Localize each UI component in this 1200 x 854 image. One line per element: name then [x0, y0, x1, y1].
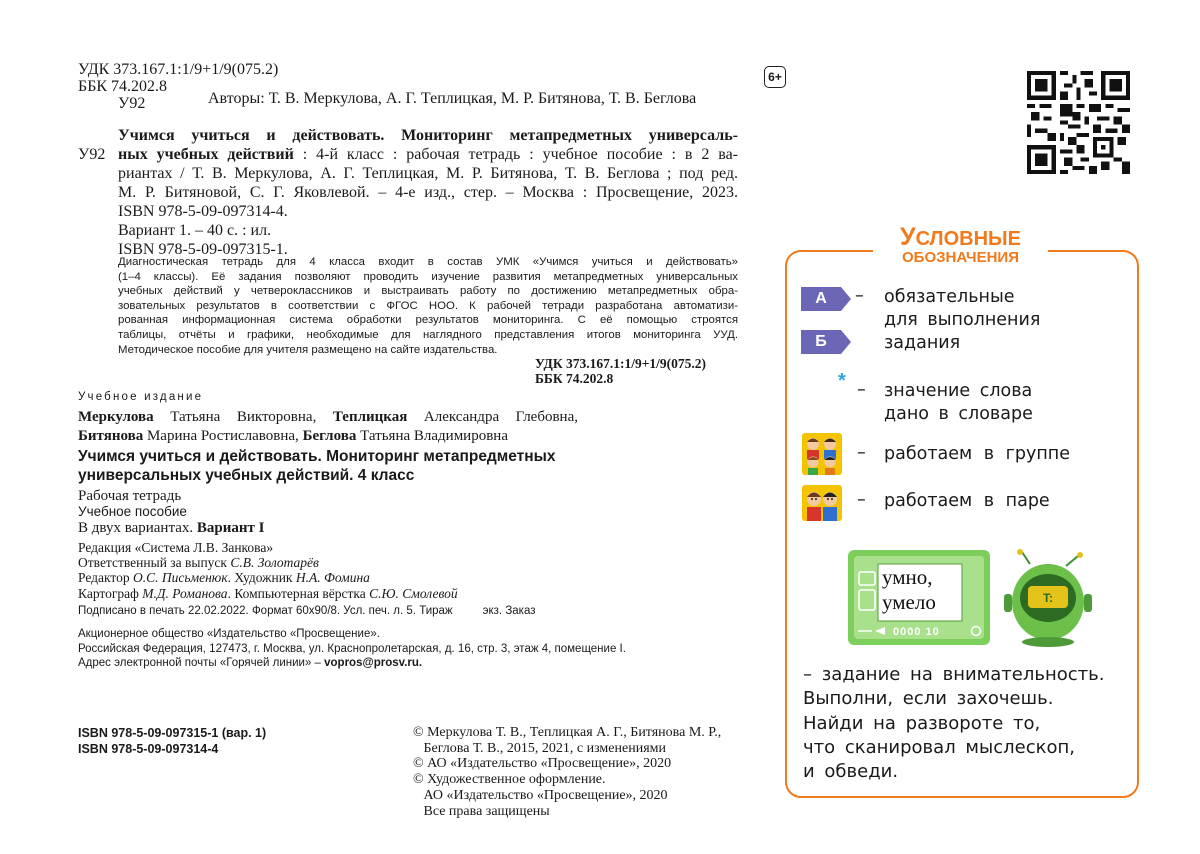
book-title: [78, 447, 555, 485]
legend-attention-line: – задание на внимательность.: [803, 664, 1105, 685]
annotation-line: (1–4 классы). Её задания позволяют проводить изучение развития метапредметных универсальных: [118, 270, 738, 283]
bbk-code: ББК 74.202.8: [78, 78, 168, 95]
editorial-office: Редакция «Система Л.В. Занкова»: [78, 540, 274, 555]
legend-title-word: ОБОЗНАЧЕНИЯ: [902, 249, 1019, 266]
staff-name: С.Ю. Смолевой: [369, 585, 458, 601]
biblio-line: ных учебных действий : 4-й класс : рабочая тетрадь : учебное пособие : в 2 ва-: [118, 146, 739, 163]
qr-code-icon[interactable]: [1027, 71, 1130, 174]
staff-role: Ответственный за выпуск: [78, 555, 231, 571]
book-title-line: Учимся учиться и действовать. Мониторинг метапредметных: [78, 448, 556, 465]
biblio-line: М. Р. Битяновой, С. Г. Яковлевой. – 4-е изд., стер. – Москва : Просвещение, 2023.: [118, 184, 738, 201]
mindscope-screen-text: [882, 565, 936, 615]
publication-type: [78, 488, 264, 536]
author-index-left: У92: [78, 146, 106, 163]
biblio-line: ISBN 978-5-09-097314-4.: [118, 203, 288, 220]
publisher-email-label: Адрес электронной почты «Горячей линии» –: [78, 657, 325, 669]
udk-code-right: УДК 373.167.1:1/9+1/9(075.2): [535, 356, 707, 371]
legend-group: работаем в группе: [884, 444, 1070, 464]
copyright-line: © АО «Издательство «Просвещение», 2020: [413, 756, 672, 772]
legend-mandatory-line: задания: [884, 333, 961, 353]
variant-b-label: Б: [815, 333, 827, 350]
variant-label: Вариант I: [196, 520, 265, 536]
author-given: Марина Ростиславовна,: [143, 428, 303, 444]
copyright-line: © Меркулова Т. В., Теплицкая А. Г., Битянова М. Р.,: [413, 725, 722, 740]
publisher-address: Российская Федерация, 127473, г. Москва, ул. Краснопролетарская, д. 16, стр. 3, этаж 4, помещение I.: [78, 642, 626, 655]
legend-pair: работаем в паре: [884, 491, 1050, 511]
author-given: Татьяна Викторовна,: [153, 409, 333, 425]
legend-title-initial: У: [900, 223, 916, 251]
isbn-line: ISBN 978-5-09-097314-4: [78, 742, 219, 756]
bbk-code-right: ББК 74.202.8: [535, 371, 614, 386]
age-rating-badge: 6+: [764, 66, 786, 88]
author-given: Татьяна Владимировна: [356, 428, 508, 444]
legend-attention-line: и обведи.: [803, 761, 899, 783]
isbn-line: ISBN 978-5-09-097315-1 (вар. 1): [78, 726, 267, 740]
staff-role: . Компьютерная вёрстка: [227, 585, 370, 601]
annotation-line: Диагностическая тетрадь для 4 класса входит в состав УМК «Учимся учиться и действовать»: [118, 256, 738, 268]
annotation-line: рованная информационная система обработки результатов мониторинга. С её помощью строятся: [118, 314, 738, 327]
annotation-line: таблицы, отчёты и графики, необходимые для наглядного представления итогов мониторинга УУД.: [118, 328, 738, 341]
legend-dash: –: [857, 443, 866, 463]
legend-dictionary-line: значение слова: [884, 381, 1033, 401]
legend-mandatory: [884, 286, 1040, 355]
variant-a-label: А: [815, 290, 827, 307]
staff-name: М.Д. Романова: [142, 585, 228, 601]
biblio-title-end: ных учебных действий: [118, 146, 294, 163]
biblio-line: Учимся учиться и действовать. Мониторинг метапредметных универсаль-: [118, 127, 738, 144]
legend-dash: –: [857, 490, 866, 510]
staff-role: Редактор: [78, 570, 133, 586]
group-work-icon: [802, 433, 842, 475]
svg-text:T:: T:: [1043, 591, 1053, 605]
catalog-codes-right: [535, 356, 706, 386]
manual-label: Учебное пособие: [78, 504, 187, 519]
print-signed-line: [78, 605, 535, 617]
print-order-text: экз. Заказ: [482, 605, 536, 617]
legend-dash: –: [855, 286, 864, 306]
legend-attention-line: Найди на развороте то,: [803, 712, 1041, 734]
authors-line: Авторы: Т. В. Меркулова, А. Г. Теплицкая, М. Р. Битянова, Т. В. Беглова: [208, 90, 697, 107]
legend-attention-line: Выполни, если захочешь.: [803, 688, 1054, 710]
copyright-line: Беглова Т. В., 2015, 2021, с изменениями: [413, 740, 666, 756]
annotation-line: Методическое пособие для учителя размещено на сайте издательства.: [118, 343, 498, 356]
biblio-line: ISBN 978-5-09-097315-1.: [118, 241, 288, 258]
copyright-line: Все права защищены: [413, 803, 550, 819]
author-surname: Теплицкая: [332, 409, 408, 425]
legend-dash: –: [857, 380, 866, 400]
legend-dictionary-line: дано в словаре: [884, 404, 1033, 424]
staff-name: О.С. Письменюк: [132, 570, 228, 586]
legend-attention-line: что сканировал мыслескоп,: [803, 736, 1075, 758]
publisher-email: vopros@prosv.ru.: [324, 657, 423, 669]
author-surname: Беглова: [302, 428, 357, 444]
print-signed-text: Подписано в печать 22.02.2022. Формат 60х90/8. Усл. печ. л. 5. Тираж: [78, 605, 453, 617]
udk-code: УДК 373.167.1:1/9+1/9(075.2): [78, 61, 279, 78]
legend-mandatory-line: обязательные: [884, 287, 1015, 307]
copyright-block: [413, 725, 721, 819]
staff-credits: [78, 540, 458, 601]
staff-name: Н.А. Фомина: [295, 570, 370, 586]
author-surname: Битянова: [78, 428, 144, 444]
legend-dictionary: [884, 380, 1033, 426]
author-surname: Меркулова: [78, 409, 154, 425]
variants-text: В двух вариантах.: [78, 520, 197, 536]
copyright-line: © Художественное оформление.: [413, 772, 606, 788]
legend-mandatory-line: для выполнения: [884, 310, 1041, 330]
annotation-line: зовательных результатов в соответствии с ФГОС НОО. К рабочей тетради разработана автоматизи-: [118, 299, 738, 312]
staff-role: Картограф: [78, 585, 143, 601]
legend-attention: [803, 663, 1104, 784]
staff-name: С.В. Золотарёв: [230, 555, 319, 571]
author-given: Александра Глебовна,: [407, 409, 578, 425]
mindscope-robot-icon: [1000, 548, 1092, 648]
staff-role: . Художник: [227, 570, 296, 586]
mindscope-screen-line: умно,: [882, 565, 933, 589]
isbn-block: [78, 725, 266, 757]
book-title-line: универсальных учебных действий. 4 класс: [78, 467, 415, 484]
legend-title: [873, 223, 1048, 266]
author-index: У92: [118, 95, 146, 112]
biblio-line: риантах / Т. В. Меркулова, А. Г. Теплицкая, М. Р. Битянова, Т. В. Беглова ; под ред.: [118, 165, 738, 182]
annotation: [118, 255, 738, 357]
biblio-line: Вариант 1. – 40 с. : ил.: [118, 222, 272, 239]
publisher-name: Акционерное общество «Издательство «Просвещение».: [78, 628, 380, 640]
author-names: [78, 408, 578, 446]
pair-work-icon: [802, 485, 842, 521]
copyright-line: АО «Издательство «Просвещение», 2020: [413, 787, 668, 803]
bibliographic-description: [118, 126, 738, 259]
annotation-line: учебных действий у четвероклассников и выстраивать работу по достижению метапредметных обра-: [118, 285, 738, 298]
legend-title-word: СЛОВНЫЕ: [915, 228, 1021, 250]
workbook-label: Рабочая тетрадь: [78, 488, 182, 504]
mindscope-screen-line: умело: [882, 590, 936, 614]
publisher-info: [78, 627, 626, 671]
asterisk-icon: *: [838, 370, 846, 392]
mindscope-counter: 0000 10: [893, 626, 940, 638]
edition-type-label: Учебное издание: [78, 391, 204, 403]
